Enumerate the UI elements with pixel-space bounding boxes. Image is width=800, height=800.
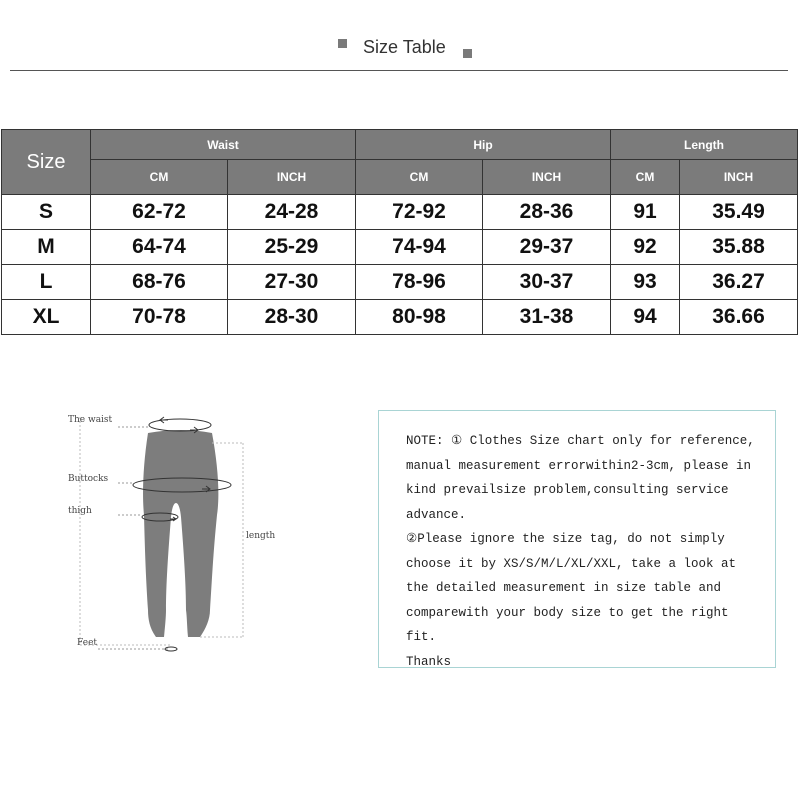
value-cell: 80-98	[356, 300, 483, 335]
value-cell: 35.88	[680, 230, 798, 265]
note-line: manual measurement errorwithin2-3cm, please in	[406, 458, 752, 473]
value-cell: 27-30	[228, 265, 356, 300]
note-line: NOTE: ① Clothes Size chart only for reference,	[406, 434, 755, 448]
page-title: Size Table	[363, 37, 446, 57]
value-cell: 31-38	[483, 300, 611, 335]
note-line: comparewith your body size to get the right fit.	[406, 605, 729, 644]
value-cell: 35.49	[680, 195, 798, 230]
note-line: kind prevailsize problem,consulting service	[406, 483, 729, 497]
note-line: Thanks	[406, 654, 452, 669]
unit-header: CM	[611, 160, 680, 195]
size-table	[1, 129, 798, 335]
size-cell: XL	[2, 300, 91, 335]
value-cell: 36.27	[680, 265, 798, 300]
value-cell: 30-37	[483, 265, 611, 300]
thigh-label: thigh	[68, 506, 92, 516]
hip-group-header: Hip	[356, 130, 611, 160]
waist-measure-loop	[149, 419, 211, 431]
value-cell: 68-76	[91, 265, 228, 300]
table-unit-row	[2, 160, 798, 195]
value-cell: 92	[611, 230, 680, 265]
note-line: choose it by XS/S/M/L/XL/XXL, take a look at	[406, 556, 737, 571]
value-cell: 62-72	[91, 195, 228, 230]
size-cell: M	[2, 230, 91, 265]
title-divider	[10, 70, 788, 71]
square-bullet-icon	[463, 49, 472, 58]
length-group-header: Length	[611, 130, 798, 160]
note-box	[378, 410, 776, 668]
table-row	[2, 265, 798, 300]
measurement-diagram	[60, 405, 290, 665]
value-cell: 64-74	[91, 230, 228, 265]
table-header-row	[2, 130, 798, 160]
waist-label: The waist	[68, 415, 113, 425]
value-cell: 25-29	[228, 230, 356, 265]
size-cell: S	[2, 195, 91, 230]
size-column-header: Size	[2, 130, 91, 195]
table-row	[2, 195, 798, 230]
value-cell: 24-28	[228, 195, 356, 230]
value-cell: 74-94	[356, 230, 483, 265]
value-cell: 72-92	[356, 195, 483, 230]
unit-header: INCH	[483, 160, 611, 195]
table-row	[2, 300, 798, 335]
value-cell: 93	[611, 265, 680, 300]
square-bullet-icon	[338, 39, 347, 48]
table-row	[2, 230, 798, 265]
unit-header: CM	[91, 160, 228, 195]
legging-shape	[143, 430, 218, 637]
value-cell: 91	[611, 195, 680, 230]
value-cell: 28-30	[228, 300, 356, 335]
length-label: length	[246, 531, 276, 541]
note-line: ②Please ignore the size tag, do not simply	[406, 532, 725, 546]
note-line: the detailed measurement in size table and	[406, 581, 722, 595]
value-cell: 28-36	[483, 195, 611, 230]
arrow-icon	[160, 417, 168, 423]
feet-label: Feet	[77, 638, 98, 648]
waist-group-header: Waist	[91, 130, 356, 160]
value-cell: 94	[611, 300, 680, 335]
unit-header: INCH	[680, 160, 798, 195]
unit-header: CM	[356, 160, 483, 195]
note-line: advance.	[406, 507, 467, 522]
value-cell: 29-37	[483, 230, 611, 265]
size-cell: L	[2, 265, 91, 300]
value-cell: 70-78	[91, 300, 228, 335]
unit-header: INCH	[228, 160, 356, 195]
value-cell: 78-96	[356, 265, 483, 300]
value-cell: 36.66	[680, 300, 798, 335]
buttocks-label: Buttocks	[68, 474, 109, 484]
title-bar	[0, 30, 800, 70]
